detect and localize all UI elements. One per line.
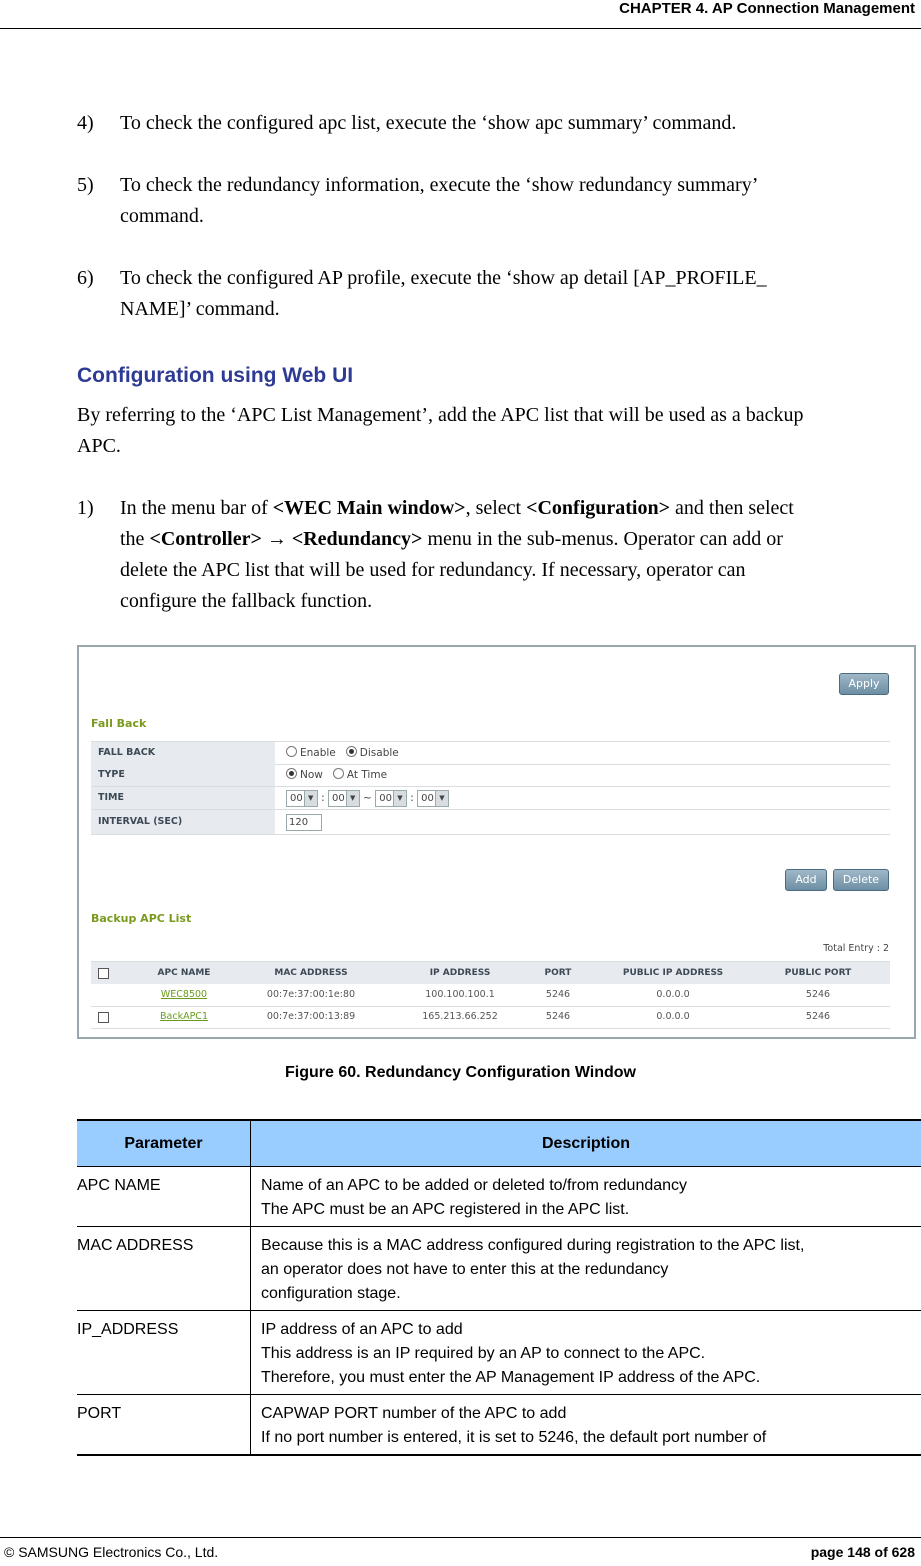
- row-checkbox[interactable]: [98, 1012, 109, 1023]
- table-row: APC NAME Name of an APC to be added or deleted to/from redundancy The APC must be an APC registered in the APC list.: [77, 1167, 921, 1227]
- fallback-row: FALL BACK Enable Disable: [91, 741, 890, 765]
- apply-button[interactable]: Apply: [839, 673, 889, 695]
- redundancy-window-screenshot: [77, 645, 916, 1039]
- time-row: TIME 00 ▼ : 00 ▼ ~ 00 ▼ : 00 ▼: [91, 787, 890, 810]
- table-row: MAC ADDRESS Because this is a MAC address configured during registration to the APC list, an operator does not have to enter this at the redundancy configuration stage.: [77, 1227, 921, 1311]
- apc-name-link[interactable]: BackAPC1: [160, 1011, 208, 1022]
- table-header-row: Parameter Description: [77, 1120, 921, 1167]
- page-footer: [0, 1537, 921, 1566]
- step-1: 1) In the menu bar of <WEC Main window>, select <Configuration> and then select the <Controller> → <Redundancy> menu in the sub-menus. Operator can add or delete the APC list that will be used for redundancy. If necessary, operator can configure the fallback function.: [77, 497, 794, 612]
- delete-button[interactable]: Delete: [833, 869, 889, 891]
- table-row: WEC8500 00:7e:37:00:1e:80 100.100.100.1 5246 0.0.0.0 5246: [91, 984, 890, 1007]
- page-number: page 148 of 628: [810, 1544, 915, 1560]
- table-row: IP_ADDRESS IP address of an APC to add This address is an IP required by an AP to connect to the APC. Therefore, you must enter the AP Management IP address of the APC.: [77, 1311, 921, 1395]
- step-5: 5) To check the redundancy information, execute the ‘show redundancy summary’ command.: [77, 174, 759, 227]
- figure-caption: Figure 60. Redundancy Configuration Window: [285, 1064, 636, 1081]
- section-intro: By referring to the ‘APC List Management’, add the APC list that will be used as a backup APC.: [77, 404, 804, 457]
- table-row: BackAPC1 00:7e:37:00:13:89 165.213.66.252 5246 0.0.0.0 5246: [91, 1006, 890, 1029]
- copyright: © SAMSUNG Electronics Co., Ltd.: [4, 1544, 219, 1560]
- time-min-end-select[interactable]: 00 ▼: [417, 790, 449, 807]
- table-row: PORT CAPWAP PORT number of the APC to add If no port number is entered, it is set to 5246, the default port number of: [77, 1395, 921, 1456]
- interval-row: INTERVAL (SEC) 120: [91, 810, 890, 835]
- type-row: TYPE Now At Time: [91, 764, 890, 787]
- total-entry: Total Entry : 2: [823, 943, 889, 954]
- type-now-radio[interactable]: [286, 768, 297, 779]
- backup-section-title: Backup APC List: [91, 912, 192, 925]
- parameter-table: [77, 1119, 921, 1456]
- add-button[interactable]: Add: [785, 869, 827, 891]
- step-6: 6) To check the configured AP profile, execute the ‘show ap detail [AP_PROFILE_ NAME]’ command.: [77, 267, 767, 320]
- section-heading: Configuration using Web UI: [77, 364, 354, 387]
- chapter-title: CHAPTER 4. AP Connection Management: [619, 0, 915, 17]
- page-header: [0, 0, 921, 29]
- type-at-time-radio[interactable]: [333, 768, 344, 779]
- time-min-start-select[interactable]: 00 ▼: [328, 790, 360, 807]
- interval-input[interactable]: 120: [286, 814, 322, 831]
- time-hour-start-select[interactable]: 00 ▼: [286, 790, 318, 807]
- apc-name-link[interactable]: WEC8500: [160, 989, 208, 1000]
- fallback-enable-radio[interactable]: [286, 746, 297, 757]
- time-hour-end-select[interactable]: 00 ▼: [375, 790, 407, 807]
- step-4: 4) To check the configured apc list, execute the ‘show apc summary’ command.: [77, 112, 737, 134]
- select-all-checkbox[interactable]: [98, 968, 109, 979]
- apc-table-header: APC NAME MAC ADDRESS IP ADDRESS PORT PUBLIC IP ADDRESS PUBLIC PORT: [91, 961, 890, 984]
- fallback-section-title: Fall Back: [91, 717, 147, 730]
- fallback-disable-radio[interactable]: [346, 746, 357, 757]
